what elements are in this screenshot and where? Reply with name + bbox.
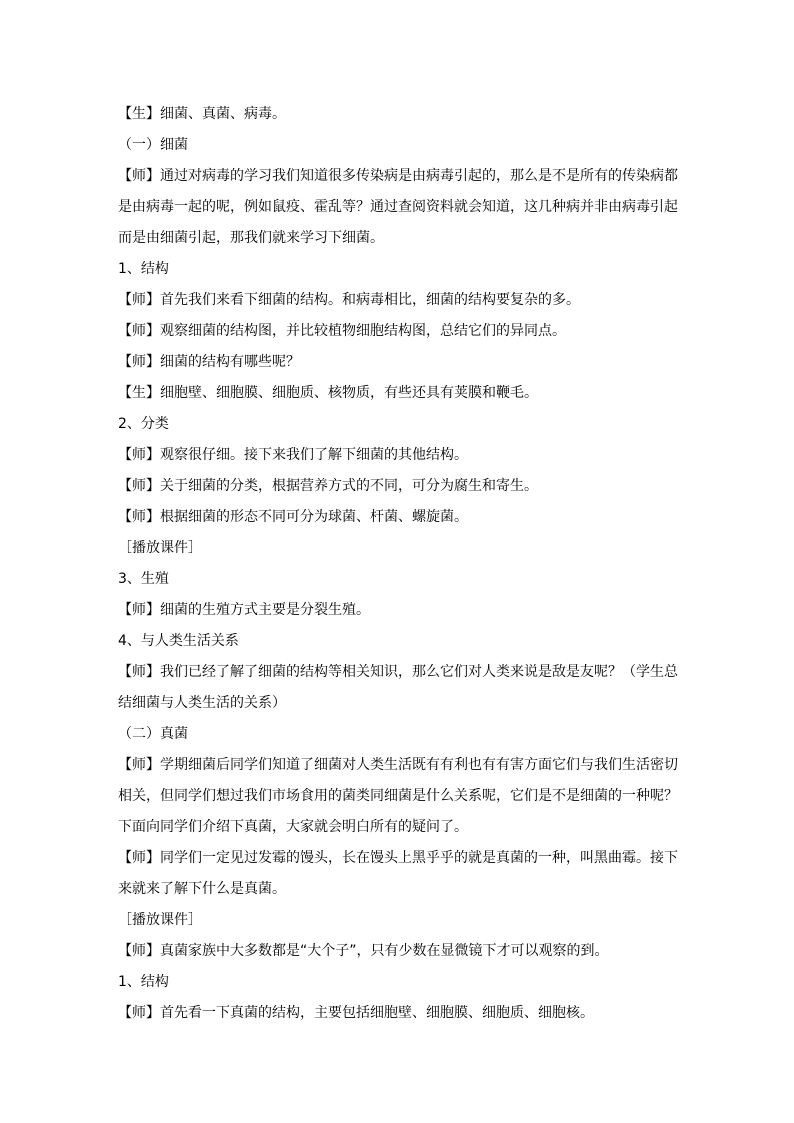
paragraph-teacher-intro-bacteria: 【师】通过对病毒的学习我们知道很多传染病是由病毒引起的，那么是不是所有的传染病都是由病毒一起的呢，例如鼠疫、霍乱等？通过查阅资料就会知道，这几种病并非由病毒引起而是由细菌引起，那我们就来学习下细菌。 <box>118 168 678 246</box>
paragraph-teacher-big-fungi: 【师】真菌家族中大多数都是“大个子”，只有少数在显微镜下才可以观察的到。 <box>118 943 609 959</box>
subheading-structure-1: 1、结构 <box>118 261 169 277</box>
subheading-human-relation: 4、与人类生活关系 <box>118 633 239 649</box>
paragraph-teacher-structure: 【师】首先我们来看下细菌的结构。和病毒相比，细菌的结构要复杂的多。 <box>118 292 580 308</box>
subheading-classification: 2、分类 <box>118 416 169 432</box>
subheading-structure-2: 1、结构 <box>118 974 169 990</box>
paragraph-teacher-observe: 【师】观察细菌的结构图，并比较植物细胞结构图，总结它们的异同点。 <box>118 323 566 339</box>
paragraph-teacher-nutrition: 【师】关于细菌的分类，根据营养方式的不同，可分为腐生和寄生。 <box>118 478 538 494</box>
paragraph-teacher-shape: 【师】根据细菌的形态不同可分为球菌、杆菌、螺旋菌。 <box>118 509 468 525</box>
document-body <box>118 99 680 1029</box>
heading-fungi: （二）真菌 <box>118 726 188 742</box>
paragraph-teacher-intro-fungi: 【师】学期细菌后同学们知道了细菌对人类生活既有有利也有有害方面它们与我们生活密切相关，但同学们想过我们市场食用的菌类同细菌是什么关系呢，它们是不是细菌的一种呢？下面向同学们介绍下真菌，大家就会明白所有的疑问了。 <box>118 757 678 835</box>
paragraph-student-answer-2: 【生】细胞壁、细胞膜、细胞质、核物质，有些还具有荚膜和鞭毛。 <box>118 385 538 401</box>
note-play-courseware-1: ［播放课件］ <box>118 540 202 556</box>
paragraph-teacher-careful: 【师】观察很仔细。接下来我们了解下细菌的其他结构。 <box>118 447 468 463</box>
heading-bacteria: （一）细菌 <box>118 137 188 153</box>
paragraph-teacher-mold: 【师】同学们一定见过发霉的馒头，长在馒头上黑乎乎的就是真菌的一种，叫黑曲霉。接下来就来了解下什么是真菌。 <box>118 850 678 897</box>
note-play-courseware-2: ［播放课件］ <box>118 912 202 928</box>
paragraph-teacher-reproduction: 【师】细菌的生殖方式主要是分裂生殖。 <box>118 602 370 618</box>
paragraph-student-answer-1: 【生】细菌、真菌、病毒。 <box>118 106 286 122</box>
subheading-reproduction: 3、生殖 <box>118 571 169 587</box>
paragraph-teacher-question: 【师】细菌的结构有哪些呢？ <box>118 354 300 370</box>
paragraph-teacher-friend-or-foe: 【师】我们已经了解了细菌的结构等相关知识，那么它们对人类来说是敌是友呢？（学生总结细菌与人类生活的关系） <box>118 664 678 711</box>
paragraph-teacher-fungi-structure: 【师】首先看一下真菌的结构，主要包括细胞壁、细胞膜、细胞质、细胞核。 <box>118 1005 594 1021</box>
